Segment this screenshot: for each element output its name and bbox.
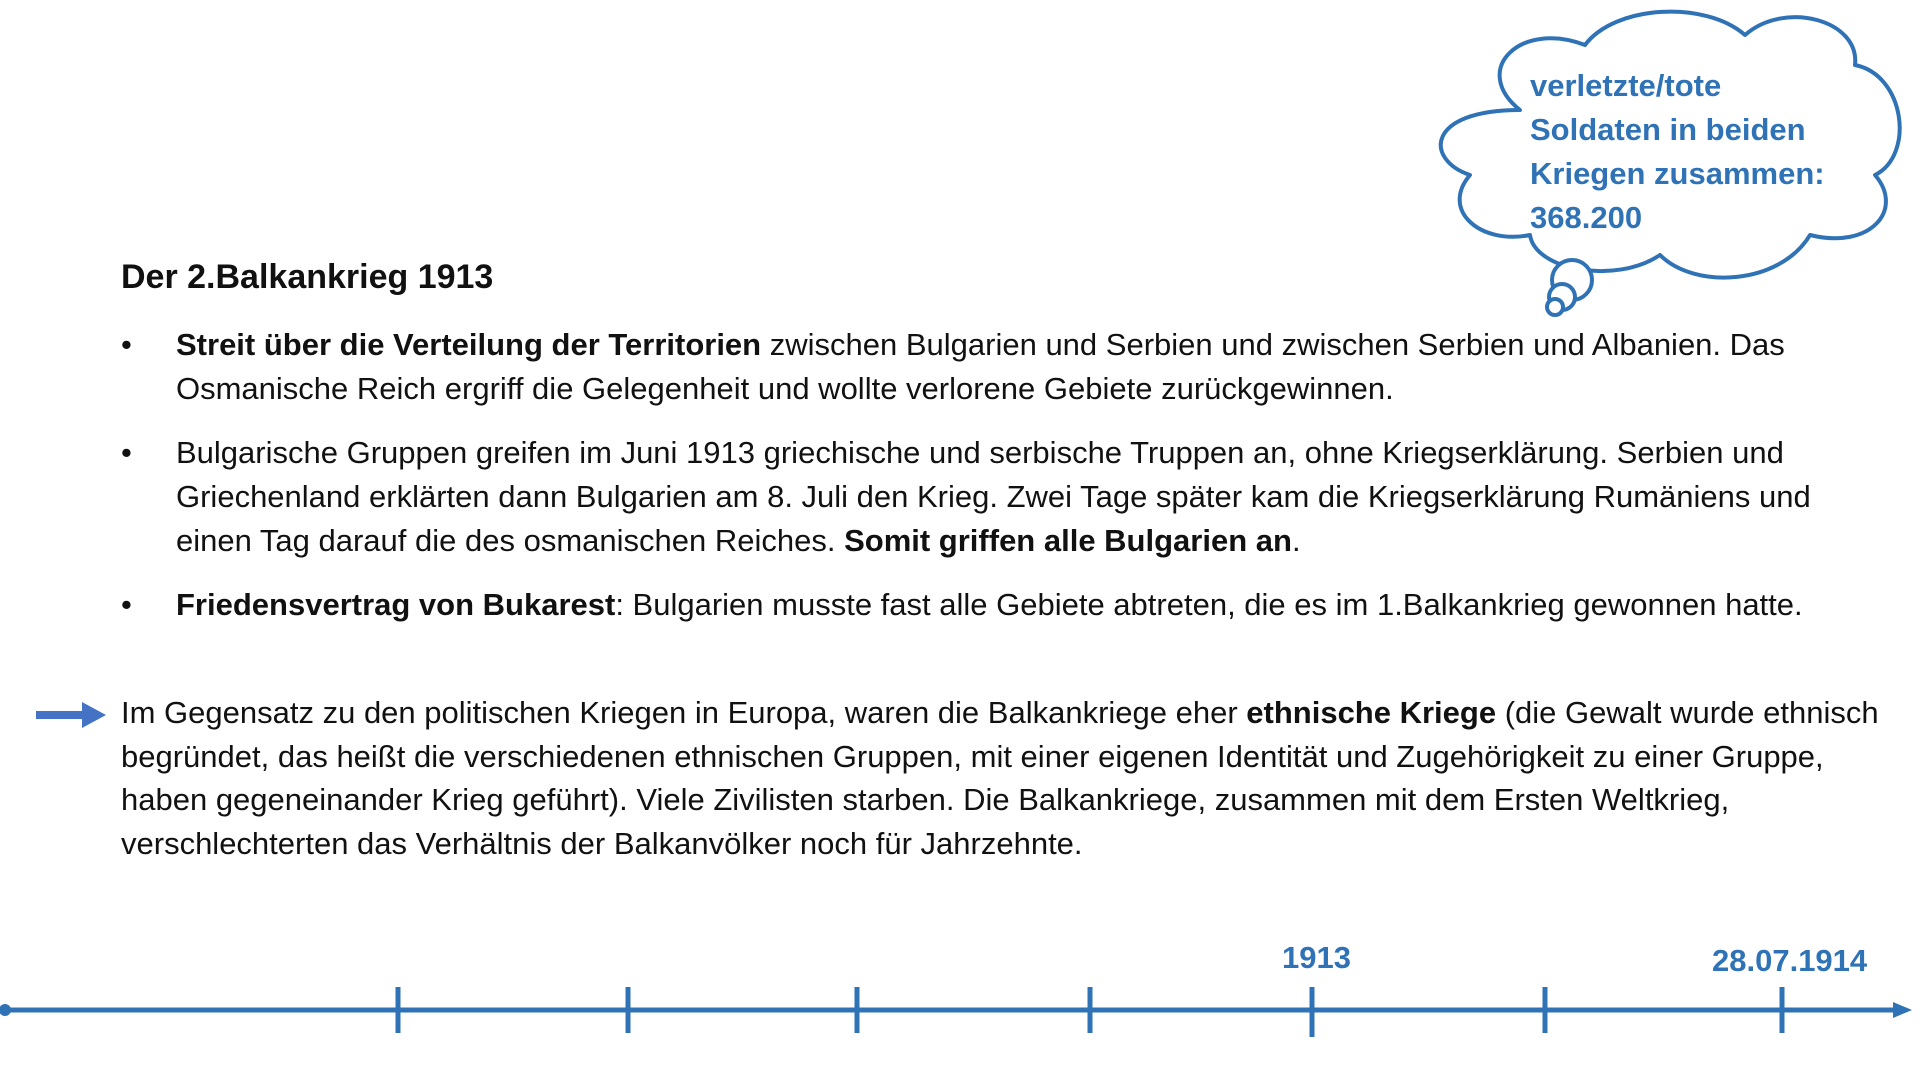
bullet-text-end: .: [1291, 523, 1301, 558]
conclusion-text: Im Gegensatz zu den politischen Kriegen in Europa, waren die Balkankriege eher: [121, 695, 1247, 730]
conclusion-text-rest: (die Gewalt wurde ethnisch begründet, das heißt die verschiedenen ethnischen Gruppen, mit einer eigenen Identität und Zugehörigkeit zu einer Gruppe, haben gegeneinander Krieg geführt). Viele Zivilisten starben. Die Balkankriege, zusammen mit dem Ersten Weltkrieg, verschlechterten das Verhältnis der Balkanvölker noch für Jahrzehnte.: [121, 695, 1879, 861]
timeline-label-1914: 28.07.1914: [1712, 943, 1868, 978]
bullet-marker: •: [121, 327, 132, 362]
right-arrow-icon: [36, 700, 108, 730]
bullet-text: zwischen Bulgarien und Serbien und zwischen Serbien und Albanien. Das Osmanische Reich ergriff die Gelegenheit und wollte verlorene Gebiete zurückgewinnen.: [176, 327, 1785, 406]
timeline-start-dot: [0, 1004, 11, 1016]
cloud-callout-text: [1530, 64, 1860, 240]
timeline: [0, 940, 1920, 1050]
bullet-bold-text: Somit griffen alle Bulgarien an: [844, 523, 1292, 558]
bullet-item: [121, 323, 1881, 411]
cloud-line: Soldaten in beiden: [1530, 112, 1806, 147]
cloud-line: Kriegen zusammen:: [1530, 156, 1825, 191]
conclusion-bold-text: ethnische Kriege: [1246, 695, 1497, 730]
bullet-list: [121, 323, 1881, 647]
bullet-marker: •: [121, 435, 132, 470]
bullet-text: Bulgarische Gruppen greifen im Juni 1913 griechische und serbische Truppen an, ohne Kriegserklärung. Serbien und Griechenland erklärten dann Bulgarien am 8. Juli den Krieg. Zwei Tage später kam die Kriegserklärung Rumäniens und einen Tag darauf die des osmanischen Reiches.: [176, 435, 1811, 558]
timeline-label-1913: 1913: [1282, 940, 1351, 975]
bullet-bold-text: Streit über die Verteilung der Territorien: [176, 327, 762, 362]
bullet-bold-text: Friedensvertrag von Bukarest: [176, 587, 616, 622]
bullet-item: [121, 431, 1881, 563]
conclusion-paragraph: [121, 691, 1881, 865]
cloud-line: 368.200: [1530, 200, 1643, 235]
bullet-item: [121, 583, 1881, 627]
cloud-line: verletzte/tote: [1530, 68, 1722, 103]
page-title: Der 2.Balkankrieg 1913: [121, 258, 494, 296]
timeline-arrowhead: [1893, 1002, 1912, 1018]
bullet-marker: •: [121, 587, 132, 622]
bullet-text: : Bulgarien musste fast alle Gebiete abtreten, die es im 1.Balkankrieg gewonnen hatte.: [615, 587, 1803, 622]
